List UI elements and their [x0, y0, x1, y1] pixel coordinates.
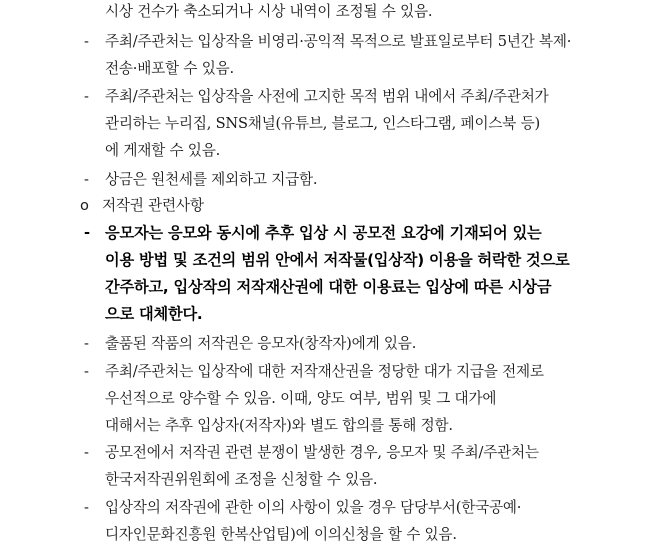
emphasized-line-4: 으로 대체한다. [105, 305, 203, 323]
copyright-item-2-line-2: 우선적으로 양수할 수 있음. 이때, 양도 여부, 범위 및 그 대가에 [105, 390, 497, 407]
prize-item-2-line-1: 주최/주관처는 입상작을 사전에 고지한 목적 범위 내에서 주최/주관처가 [105, 88, 549, 105]
bullet-dash: - [84, 499, 89, 516]
bullet-dash: - [84, 444, 89, 461]
section-heading: 저작권 관련사항 [102, 197, 204, 214]
copyright-item-3-line-1: 공모전에서 저작권 관련 분쟁이 발생한 경우, 응모자 및 주최/주관처는 [105, 444, 539, 461]
bullet-dash: - [84, 335, 89, 352]
section-circle-marker: o [80, 197, 89, 214]
prize-item-3-line-1: 상금은 원천세를 제외하고 지급함. [105, 171, 318, 188]
emphasized-line-2: 이용 방법 및 조건의 범위 안에서 저작물(입상작) 이용을 허락한 것으로 [105, 251, 570, 269]
emphasized-line-3: 간주하고, 입상작의 저작재산권에 대한 이용료는 입상에 따른 시상금 [105, 278, 552, 296]
copyright-item-4-line-2: 디자인문화진흥원 한복산업팀)에 이의신청을 할 수 있음. [105, 526, 457, 543]
copyright-item-2-line-1: 주최/주관처는 입상작에 대한 저작재산권을 정당한 대가 지급을 전제로 [105, 363, 544, 380]
prize-item-2-line-3: 에 게재할 수 있음. [105, 142, 221, 159]
prize-item-1-line-1: 주최/주관처는 입상작을 비영리·공익적 목적으로 발표일로부터 5년간 복제· [105, 33, 572, 50]
copyright-item-1-line-1: 출품된 작품의 저작권은 응모자(창작자)에게 있음. [105, 335, 417, 352]
bullet-dash: - [84, 171, 89, 188]
prize-continuation-text: 시상 건수가 축소되거나 시상 내역이 조정될 수 있음. [105, 3, 433, 20]
bullet-dash: - [84, 33, 89, 50]
bullet-dash: - [84, 224, 91, 241]
prize-item-2-line-2: 관리하는 누리집, SNS채널(유튜브, 블로그, 인스타그램, 페이스북 등) [105, 115, 540, 132]
copyright-item-3-line-2: 한국저작권위원회에 조정을 신청할 수 있음. [105, 471, 378, 488]
bullet-dash: - [84, 363, 89, 380]
emphasized-line-1: 응모자는 응모와 동시에 추후 입상 시 공모전 요강에 기재되어 있는 [105, 224, 542, 242]
copyright-item-2-line-3: 대해서는 추후 입상자(저작자)와 별도 합의를 통해 정함. [105, 417, 453, 434]
copyright-item-4-line-1: 입상작의 저작권에 관한 이의 사항이 있을 경우 담당부서(한국공예· [105, 499, 522, 516]
prize-item-1-line-2: 전송·배포할 수 있음. [105, 60, 234, 77]
bullet-dash: - [84, 88, 89, 105]
